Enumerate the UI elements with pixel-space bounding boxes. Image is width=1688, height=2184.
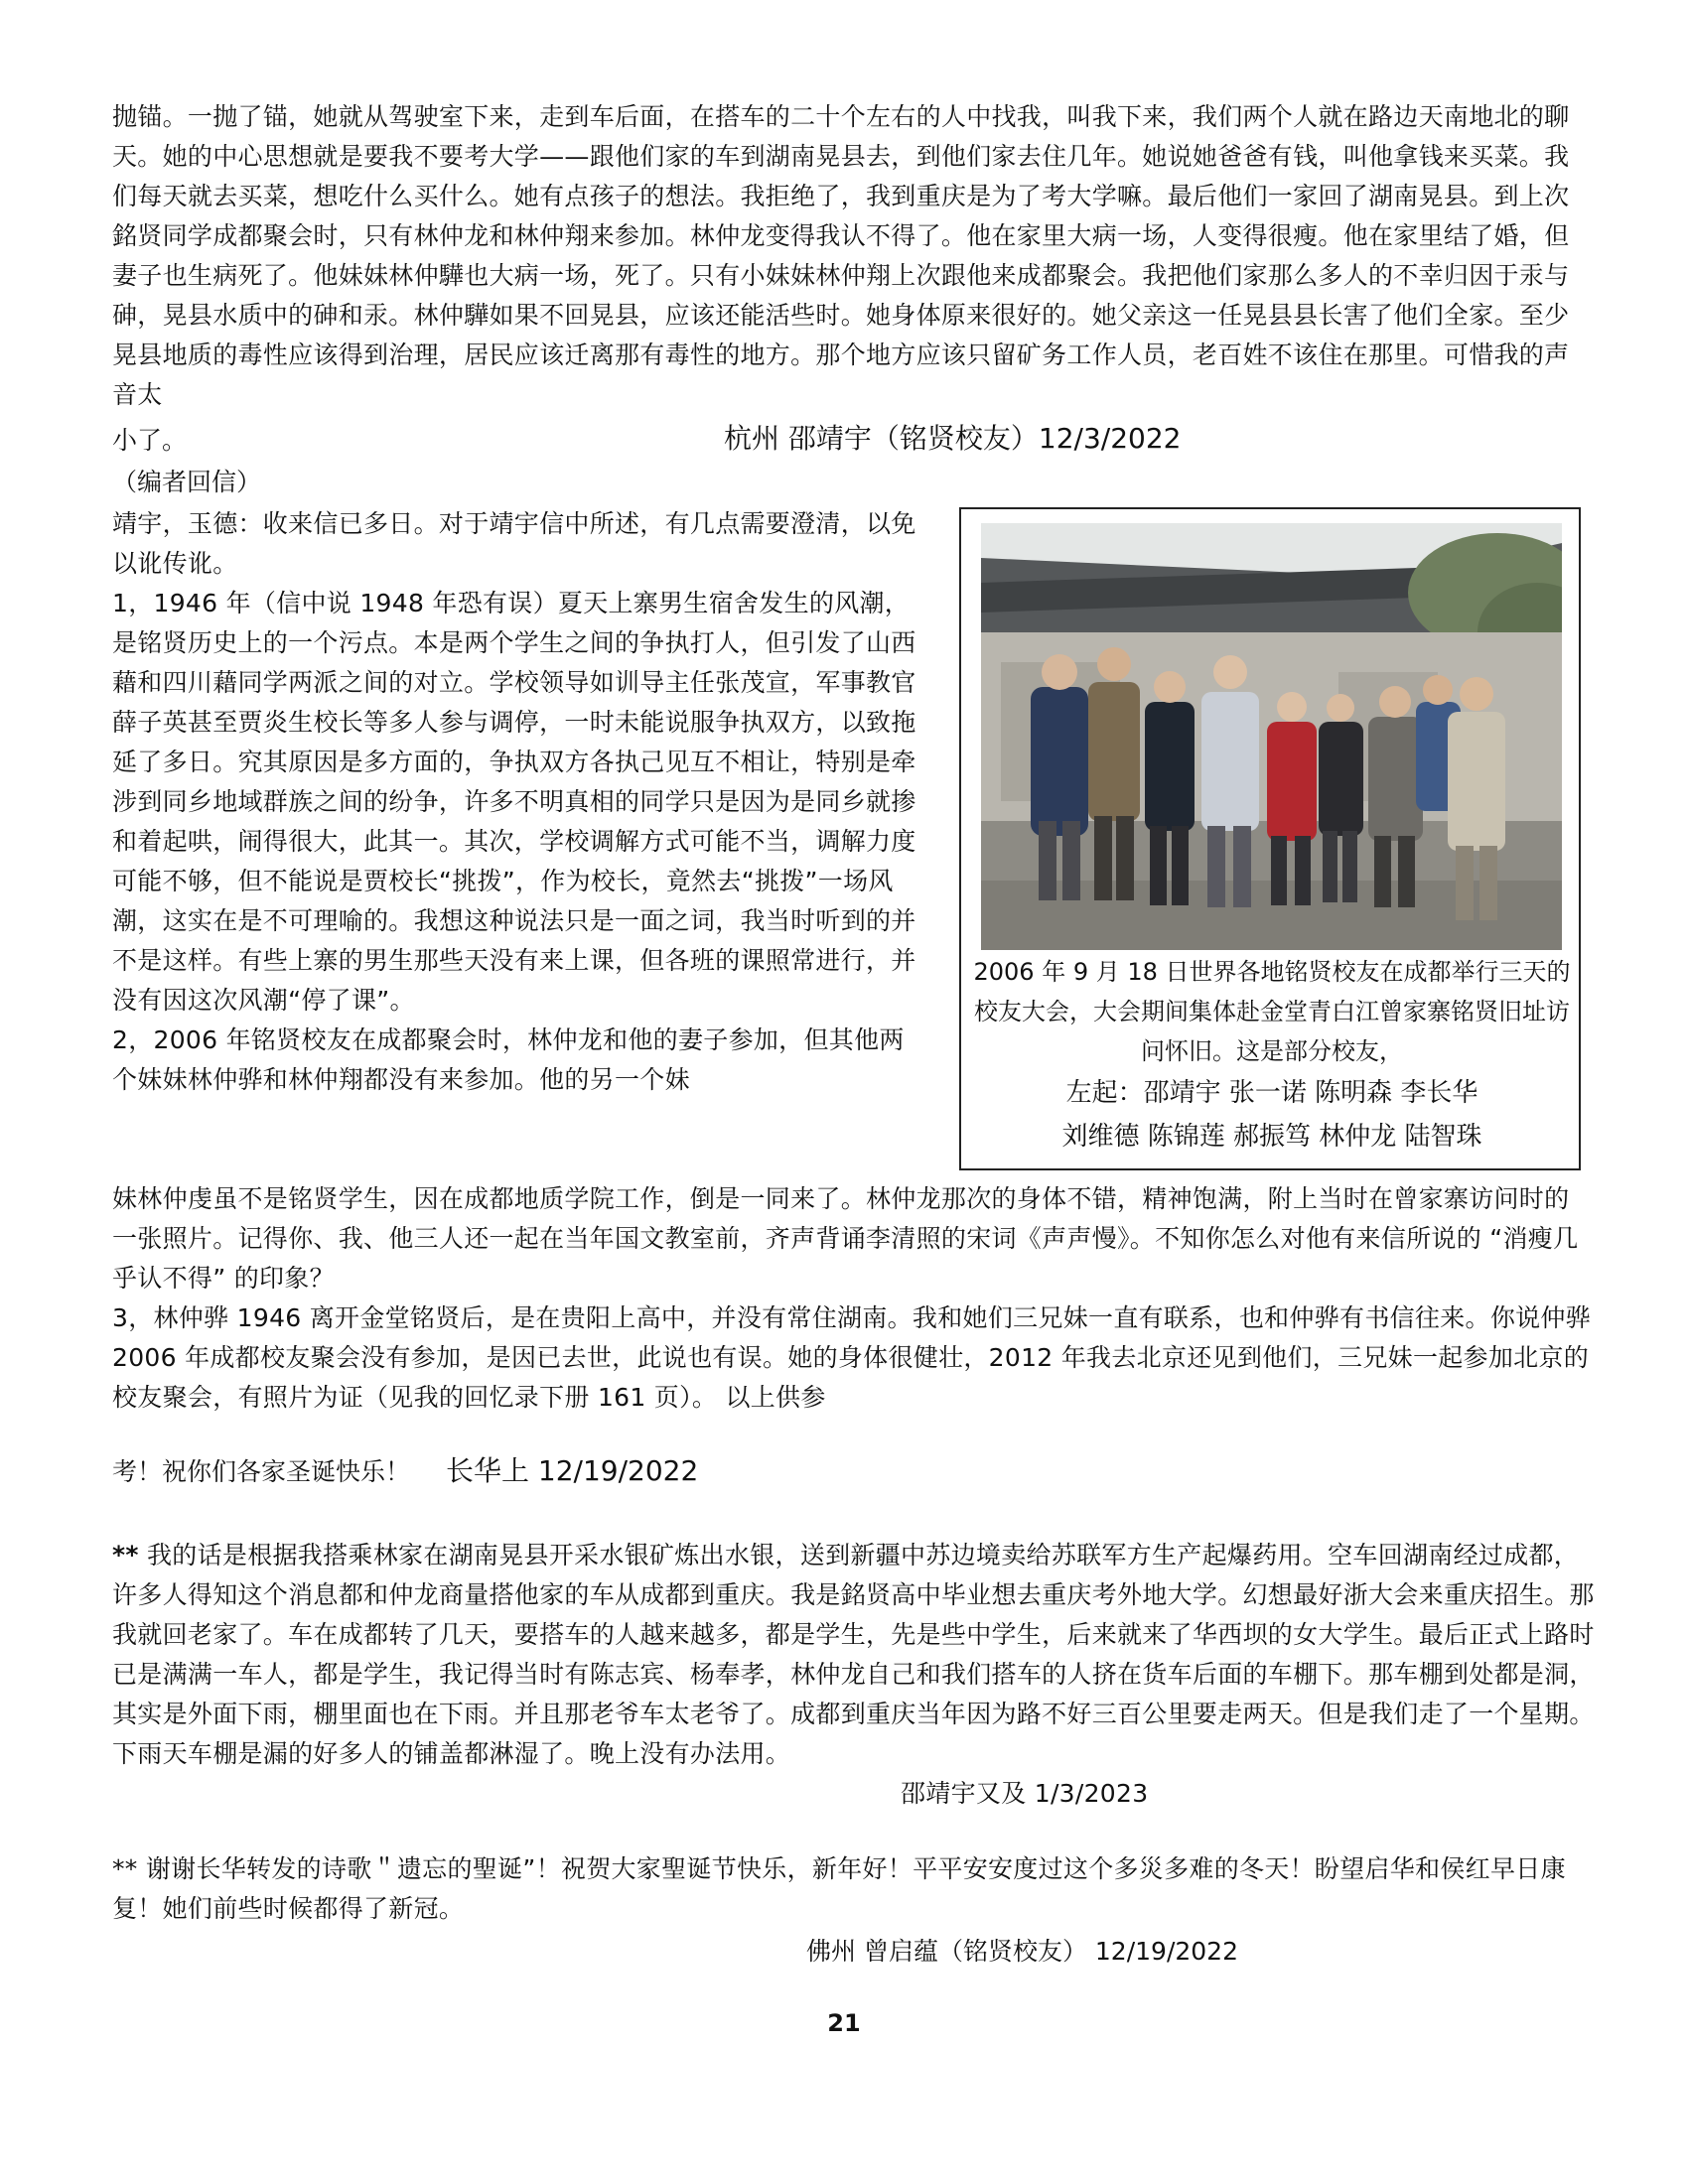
photo-figure xyxy=(959,507,1581,1170)
editor-reply-continued xyxy=(112,1179,1592,1418)
editor-reply-heading: （编者回信） xyxy=(112,468,262,496)
postscript-note-2 xyxy=(112,1849,1602,1929)
caption-names-line-1: 左起：邵靖宇 张一诺 陈明森 李长华 xyxy=(1065,1078,1478,1108)
postscript-note-1 xyxy=(112,1536,1602,1808)
caption-text: 2006 年 9 月 18 日世界各地铭贤校友在成都举行三天的校友大会，大会期间集体赴金堂青白江曾家寨铭贤旧址访问怀旧。这是部分校友， xyxy=(973,958,1571,1065)
reply-signature: 长华上 12/19/2022 xyxy=(446,1454,699,1487)
letter-body-paragraph: 抛锚。一抛了锚，她就从驾驶室下来，走到车后面，在搭车的二十个左右的人中找我，叫我下来，我们两个人就在路边天南地北的聊天。她的中心思想就是要我不要考大学——跟他们家的车到湖南晃县去，到他们家去住几年。她说她爸爸有钱，叫他拿钱来买菜。我们每天就去买菜，想吃什么买什么。她有点孩子的想法。我拒绝了，我到重庆是为了考大学嘛。最后他们一家回了湖南晃县。到上次銘贤同学成都聚会时，只有林仲龙和林仲翔来参加。林仲龙变得我认不得了。他在家里大病一场，人变得很瘦。他在家里结了婚，但妻子也生病死了。他妹妹林仲驊也大病一场，死了。只有小妹妹林仲翔上次跟他来成都聚会。我把他们家那么多人的不幸归因于汞与砷，晃县水质中的砷和汞。林仲驊如果不回晃县，应该还能活些时。她身体原来很好的。她父亲这一任晃县县长害了他们全家。至少晃县地质的毒性应该得到治理，居民应该迁离那有毒性的地方。那个地方应该只留矿务工作人员，老百姓不该住在那里。可惜我的声音太 xyxy=(112,102,1570,409)
reply-point-1: 1，1946 年（信中说 1948 年恐有误）夏天上寨男生宿舍发生的风潮，是铭贤历史上的一个污点。本是两个学生之间的争执打人，但引发了山西藉和四川藉同学两派之间的对立。学校领导如训导主任张茂宣，军事教官薛子英甚至贾炎生校长等多人参与调停，一时未能说服争执双方，以致拖延了多日。究其原因是多方面的，争执双方各执己见互不相让，特别是牵涉到同乡地域群族之间的纷争，许多不明真相的同学只是因为是同乡就掺和着起哄，闹得很大，此其一。其次，学校调解方式可能不当，调解力度可能不够，但不能说是贾校长“挑拨”，作为校长，竟然去“挑拨”一场风潮，这实在是不可理喻的。我想这种说法只是一面之词，我当时听到的并不是这样。有些上寨的男生那些天没有来上课，但各班的课照常进行，并没有因这次风潮“停了课”。 xyxy=(112,589,916,1015)
page-number: 21 xyxy=(827,2009,861,2037)
reply-point-3: 3，林仲骅 1946 离开金堂铭贤后，是在贵阳上高中，并没有常住湖南。我和她们三兄妹一直有联系，也和仲骅有书信往来。你说仲骅 2006 年成都校友聚会没有参加，是因已去世，此说也有误。她的身体很健壮，2012 年我去北京还见到他们，三兄妹一起参加北京的校友聚会，有照片为证（见我的回忆录下册 161 页）。 以上供参 xyxy=(112,1303,1592,1412)
note1-signature: 邵靖宇又及 1/3/2023 xyxy=(901,1779,1149,1808)
note2-text: ** 谢谢长华转发的诗歌＂遗忘的聖诞”！祝贺大家聖诞节快乐，新年好！平平安安度过这个多災多难的冬天！盼望启华和侯红早日康复！她们前些时候都得了新冠。 xyxy=(112,1854,1566,1923)
letter-signature-row xyxy=(112,417,1602,465)
reply-closing: 考！祝你们各家圣诞快乐！ xyxy=(112,1457,411,1486)
reply-greeting: 靖宇，玉德：收来信已多日。对于靖宇信中所述，有几点需要澄清，以免以讹传讹。 xyxy=(112,509,916,578)
letter-body-tail: 小了。 xyxy=(112,426,188,455)
letter-signature: 杭州 邵靖宇（铭贤校友）12/3/2022 xyxy=(724,422,1182,455)
group-photo xyxy=(981,523,1562,950)
photo-caption xyxy=(971,952,1573,1159)
note2-signature: 佛州 曾启蕴（铭贤校友） 12/19/2022 xyxy=(806,1937,1238,1966)
reply-point-2-continued: 妹林仲虔虽不是铭贤学生，因在成都地质学院工作，倒是一同来了。林仲龙那次的身体不错，精神饱满，附上当时在曾家寨访问时的一张照片。记得你、我、他三人还一起在当年国文教室前，齐声背诵李清照的宋词《声声慢》。不知你怎么对他有来信所说的 “消瘦几乎认不得” 的印象？ xyxy=(112,1184,1579,1293)
reply-closing-row xyxy=(112,1449,698,1494)
editor-reply-left-column xyxy=(112,504,926,1100)
caption-names-line-2: 刘维德 陈锦莲 郝振笃 林仲龙 陆智珠 xyxy=(1061,1122,1482,1152)
note-stars: ** xyxy=(112,1541,139,1570)
note1-text: 我的话是根据我搭乘林家在湖南晃县开采水银矿炼出水银，送到新疆中苏边境卖给苏联军方生产起爆药用。空车回湖南经过成都，许多人得知这个消息都和仲龙商量搭他家的车从成都到重庆。我是銘贤高中毕业想去重庆考外地大学。幻想最好浙大会来重庆招生。那我就回老家了。车在成都转了几天，要搭车的人越来越多，都是学生，先是些中学生，后来就来了华西坝的女大学生。最后正式上路时已是满满一车人，都是学生，我记得当时有陈志宾、杨奉孝，林仲龙自己和我们搭车的人挤在货车后面的车棚下。那车棚到处都是洞，其实是外面下雨，棚里面也在下雨。并且那老爷车太老爷了。成都到重庆当年因为路不好三百公里要走两天。但是我们走了一个星期。下雨天车棚是漏的好多人的铺盖都淋湿了。晚上没有办法用。 xyxy=(112,1541,1595,1768)
reply-point-2: 2，2006 年铭贤校友在成都聚会时，林仲龙和他的妻子参加，但其他两个妹妹林仲骅和林仲翔都没有来参加。他的另一个妹 xyxy=(112,1025,905,1094)
